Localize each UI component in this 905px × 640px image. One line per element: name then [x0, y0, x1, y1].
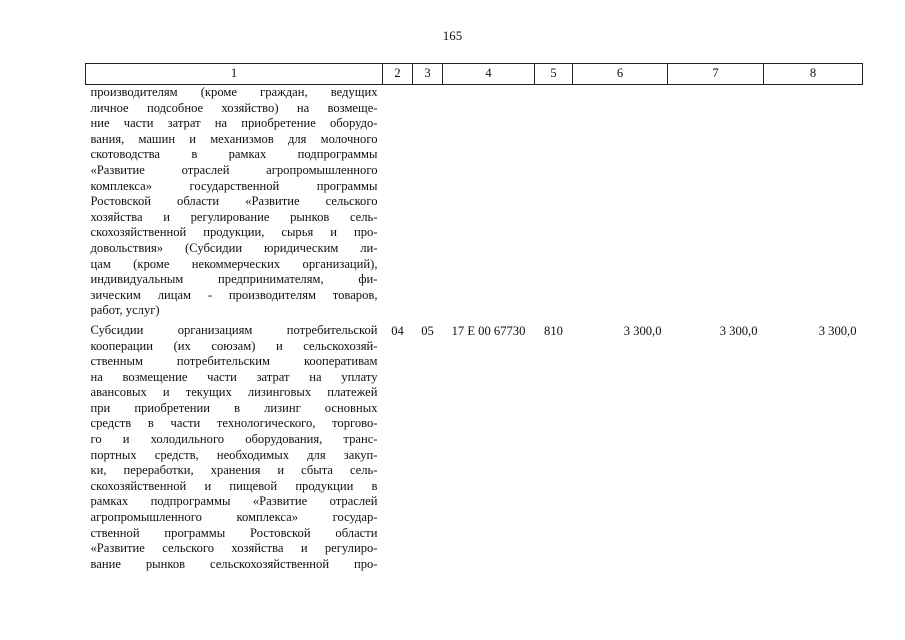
description-line: ние части затрат на приобретение оборудо- — [90, 116, 378, 131]
description-line: индивидуальным предпринимателям, фи- — [90, 272, 378, 287]
description-line: го и холодильного оборудования, транс- — [90, 432, 378, 447]
budget-table — [85, 63, 863, 572]
description-line: скохозяйственной и пищевой продукции в — [90, 478, 378, 493]
cell-amount-6: 3 300,0 — [623, 323, 662, 338]
description-line: агропромышленного комплекса» государ- — [90, 510, 378, 525]
description-line: комплекса» государственной программы — [90, 178, 378, 193]
header-row — [86, 64, 863, 85]
column-header-5: 5 — [535, 64, 573, 85]
description-line: зическим лицам - производителям товаров, — [90, 287, 378, 302]
description-line: производителям (кроме граждан, ведущих — [90, 85, 378, 99]
cell-expense-type: 810 — [544, 323, 563, 338]
description-line: вания, машин и механизмов для молочного — [90, 131, 378, 146]
column-header-3: 3 — [413, 64, 443, 85]
cell-expense-type — [535, 85, 573, 319]
description-line: ственной программы Ростовской области — [90, 525, 378, 540]
description-line: личное подсобное хозяйство) на возмеще- — [90, 100, 378, 115]
cell-amount-7: 3 300,0 — [719, 323, 758, 338]
cell-section: 04 — [391, 323, 404, 338]
description-line: ки, переработки, хранения и сбыта сель- — [90, 463, 378, 478]
cell-amount-7 — [668, 85, 764, 319]
column-header-4: 4 — [443, 64, 535, 85]
description-line: «Развитие отраслей агропромышленного — [90, 162, 378, 177]
description-line: кооперации (их союзам) и сельскохозяй- — [90, 338, 378, 353]
page-number: 165 — [442, 28, 463, 43]
description-line: на возмещение части затрат на уплату — [90, 369, 378, 384]
cell-amount-6 — [573, 85, 668, 319]
description-line: при приобретении в лизинг основных — [90, 400, 378, 415]
row-description — [86, 319, 383, 573]
description-line: Субсидии организациям потребительской — [90, 322, 378, 337]
description-line: цам (кроме некоммерческих организаций), — [90, 256, 378, 271]
description-line: авансовых и текущих лизинговых платежей — [90, 385, 378, 400]
table-row — [86, 85, 863, 319]
description-line: Ростовской области «Развитие сельского — [90, 194, 378, 209]
column-header-6: 6 — [573, 64, 668, 85]
description-line: портных средств, необходимых для закуп- — [90, 447, 378, 462]
cell-subsection — [413, 85, 443, 319]
cell-target-article: 17 Е 00 67730 — [451, 323, 526, 338]
description-line: рамках подпрограммы «Развитие отраслей — [90, 494, 378, 509]
cell-amount-8: 3 300,0 — [818, 323, 857, 338]
description-line: работ, услуг) — [90, 303, 160, 318]
cell-target-article — [443, 85, 535, 319]
description-line: «Развитие сельского хозяйства и регулиро- — [90, 541, 378, 556]
column-header-8: 8 — [764, 64, 863, 85]
column-header-7: 7 — [668, 64, 764, 85]
description-line: довольствия» (Субсидии юридическим ли- — [90, 240, 378, 255]
cell-subsection: 05 — [421, 323, 434, 338]
column-header-1: 1 — [86, 64, 383, 85]
cell-amount-8 — [764, 85, 863, 319]
description-line: скотоводства в рамках подпрограммы — [90, 147, 378, 162]
description-line: ственным потребительским кооперативам — [90, 354, 378, 369]
description-line: хозяйства и регулирование рынков сель- — [90, 209, 378, 224]
description-line: скохозяйственной продукции, сырья и про- — [90, 225, 378, 240]
description-line: средств в части технологического, торгово- — [90, 416, 378, 431]
row-description — [86, 85, 383, 319]
description-line: вание рынков сельскохозяйственной про- — [90, 556, 378, 571]
table-row — [86, 319, 863, 573]
cell-section — [383, 85, 413, 319]
column-header-2: 2 — [383, 64, 413, 85]
